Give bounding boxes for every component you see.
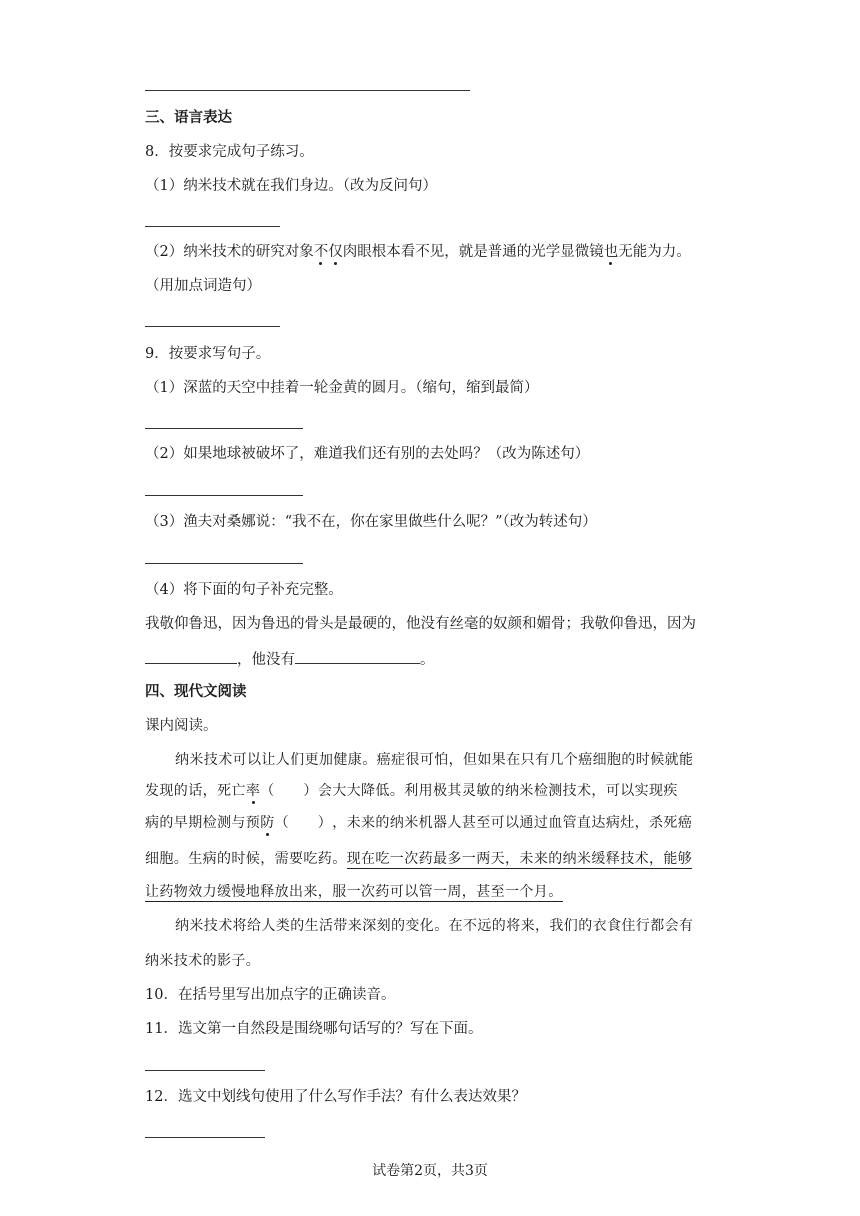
q9-part3: （3）渔夫对桑娜说：“我不在，你在家里做些什么呢？”（改为转述句） xyxy=(145,514,597,530)
passage-line-2 xyxy=(145,781,678,801)
passage-text: ，未来的纳米机器人甚至可以通过血管直达病灶，杀死癌 xyxy=(332,815,693,831)
dotted-char: 防 xyxy=(260,815,275,831)
answer-paren[interactable]: （ ） xyxy=(274,815,333,831)
answer-line-q9-1 xyxy=(145,428,303,429)
answer-line-q12 xyxy=(145,1137,265,1138)
answer-line-q9-2 xyxy=(145,495,303,496)
passage-text: 发现的话，死亡 xyxy=(145,783,246,799)
passage-line-7: 纳米技术的影子。 xyxy=(145,953,261,969)
passage-text: 病的早期检测与预 xyxy=(145,815,261,831)
q9-part4-blanks xyxy=(145,648,435,670)
section-heading-4: 四、现代文阅读 xyxy=(145,683,247,700)
passage-line-4 xyxy=(145,849,692,869)
reading-intro: 课内阅读。 xyxy=(145,718,218,734)
fill-blank-1[interactable] xyxy=(145,648,237,664)
q9-part1: （1）深蓝的天空中挂着一轮金黄的圆月。（缩句，缩到最简） xyxy=(145,380,539,396)
dotted-char: 也 xyxy=(603,244,619,260)
q11-prompt: 11．选文第一自然段是围绕哪句话写的？写在下面。 xyxy=(145,1021,483,1037)
passage-line-1: 纳米技术可以让人们更加健康。癌症很可怕，但如果在只有几个癌细胞的时候就能 xyxy=(175,752,694,768)
dotted-char: 仅 xyxy=(328,244,343,260)
answer-line-q8-2 xyxy=(145,326,280,327)
passage-text: 细胞。生病的时候，需要吃药。 xyxy=(145,851,347,867)
dotted-char: 不 xyxy=(313,244,329,260)
q9-part4-mid: ，他没有 xyxy=(237,652,295,668)
underlined-sentence: 现在吃一次药最多一两天，未来的纳米缓释技术，能够 xyxy=(346,851,693,867)
q9-part2: （2）如果地球被破坏了，难道我们还有别的去处吗？（改为陈述句） xyxy=(145,446,590,462)
q8-part2-text-b: 肉眼根本看不见，就是普通的光学显微镜 xyxy=(342,244,604,260)
q10-prompt: 10．在括号里写出加点字的正确读音。 xyxy=(145,987,396,1003)
q8-part1: （1）纳米技术就在我们身边。（改为反问句） xyxy=(145,178,437,194)
answer-line-q9-3 xyxy=(145,563,303,564)
passage-text: 会大大降低。利用极其灵敏的纳米检测技术，可以实现疾 xyxy=(317,783,678,799)
fill-blank-2[interactable] xyxy=(295,648,420,664)
answer-line-prev xyxy=(145,90,470,91)
passage-line-3 xyxy=(145,813,692,833)
q8-part2-note: （用加点词造句） xyxy=(145,278,261,294)
q8-part2-text-a: （2）纳米技术的研究对象 xyxy=(145,244,314,260)
passage-line-5 xyxy=(145,882,563,902)
q9-part4: （4）将下面的句子补充完整。 xyxy=(145,582,343,598)
dotted-char: 率 xyxy=(245,783,261,799)
page-footer: 试卷第2页，共3页 xyxy=(372,1163,488,1179)
q9-prompt: 9．按要求写句子。 xyxy=(145,346,271,362)
answer-line-q8-1 xyxy=(145,226,280,227)
q8-part2 xyxy=(145,242,691,262)
answer-paren[interactable]: （ ） xyxy=(260,783,318,799)
answer-line-q11 xyxy=(145,1070,265,1071)
q12-prompt: 12．选文中划线句使用了什么写作手法？有什么表达效果？ xyxy=(145,1089,526,1105)
passage-line-6: 纳米技术将给人类的生活带来深刻的变化。在不远的将来，我们的衣食住行都会有 xyxy=(175,918,694,934)
q8-part2-text-c: 无能为力。 xyxy=(618,244,691,260)
q8-prompt: 8．按要求完成句子练习。 xyxy=(145,144,314,160)
section-heading-3: 三、语言表达 xyxy=(145,109,232,126)
q9-part4-sentence: 我敬仰鲁迅，因为鲁迅的骨头是最硬的，他没有丝毫的奴颜和媚骨；我敬仰鲁迅，因为 xyxy=(145,616,696,632)
q9-part4-end: 。 xyxy=(420,652,435,668)
underlined-sentence: 让药物效力缓慢地释放出来，服一次药可以管一周，甚至一个月。 xyxy=(145,884,563,900)
